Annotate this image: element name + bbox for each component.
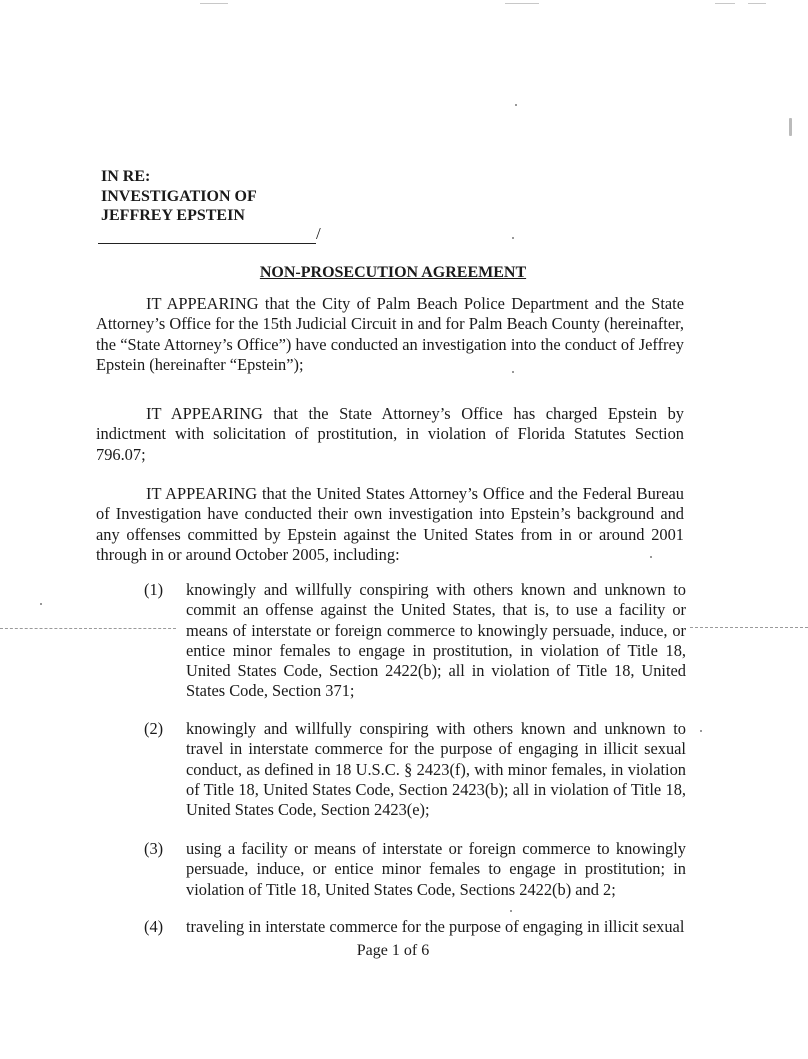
item-number: (4) (144, 917, 164, 936)
scan-edge-mark (715, 3, 735, 4)
page-number: Page 1 of 6 (356, 942, 430, 959)
list-item-2 (144, 719, 686, 820)
list-item-1 (144, 580, 686, 702)
document-title: NON-PROSECUTION AGREEMENT (259, 264, 527, 281)
scan-edge-mark (505, 3, 539, 4)
scan-edge-mark (748, 3, 766, 4)
scan-speck (789, 118, 792, 136)
item-number: (1) (144, 580, 164, 599)
list-item-3 (144, 839, 686, 900)
scan-edge-mark (200, 3, 228, 4)
paragraph-3: IT APPEARING that the United States Attorney’s Office and the Federal Bureau of Investigation have conducted their own investigation into Epstein’s background and any offenses committed by Epstein against the United States from in or around 2001 through in or around October 2005, including: (96, 484, 684, 564)
scan-speck (512, 371, 514, 373)
caption-in-re: IN RE: (101, 168, 151, 185)
case-caption (101, 167, 257, 226)
scan-fold-line (690, 627, 808, 628)
item-text: knowingly and willfully conspiring with others known and unknown to travel in interstate commerce for the purpose of engaging in illicit sexual conduct, as defined in 18 U.S.C. § 2423(f), with minor females, in violation of Title 18, United States Code, Section 2423(b); all in violation of Title 18, United States Code, Section 2423(e); (186, 719, 686, 820)
scan-fold-line (0, 628, 176, 629)
scan-speck (510, 910, 512, 912)
caption-rule (98, 243, 316, 244)
item-text: traveling in interstate commerce for the purpose of engaging in illicit sexual (186, 917, 685, 936)
scan-speck (700, 730, 702, 732)
caption-subject: JEFFREY EPSTEIN (101, 207, 245, 224)
item-number: (3) (144, 839, 164, 858)
item-number: (2) (144, 719, 164, 738)
caption-investigation: INVESTIGATION OF (101, 187, 257, 205)
scan-speck (40, 603, 42, 605)
scan-speck (512, 237, 514, 239)
caption-slash: / (316, 224, 321, 243)
item-text: using a facility or means of interstate or foreign commerce to knowingly persuade, induce, or entice minor females to engage in prostitution; in violation of Title 18, United States Code, Sections 2422(b) and 2; (186, 839, 686, 899)
paragraph-2: IT APPEARING that the State Attorney’s Office has charged Epstein by indictment with solicitation of prostitution, in violation of Florida Statutes Section 796.07; (96, 404, 684, 464)
list-item-4 (144, 917, 686, 937)
paragraph-1: IT APPEARING that the City of Palm Beach Police Department and the State Attorney’s Office for the 15th Judicial Circuit in and for Palm Beach County (hereinafter, the “State Attorney’s Office”) have conducted an investigation into the conduct of Jeffrey Epstein (hereinafter “Epstein”); (96, 294, 684, 374)
item-text: knowingly and willfully conspiring with others known and unknown to commit an offense against the United States, that is, to use a facility or means of interstate or foreign commerce to knowingly persuade, induce, or entice minor females to engage in prostitution, in violation of Title 18, United States Code, Section 2422(b); all in violation of Title 18, United States Code, Section 371; (186, 580, 686, 701)
scan-speck (515, 104, 517, 106)
scan-speck (650, 556, 652, 558)
